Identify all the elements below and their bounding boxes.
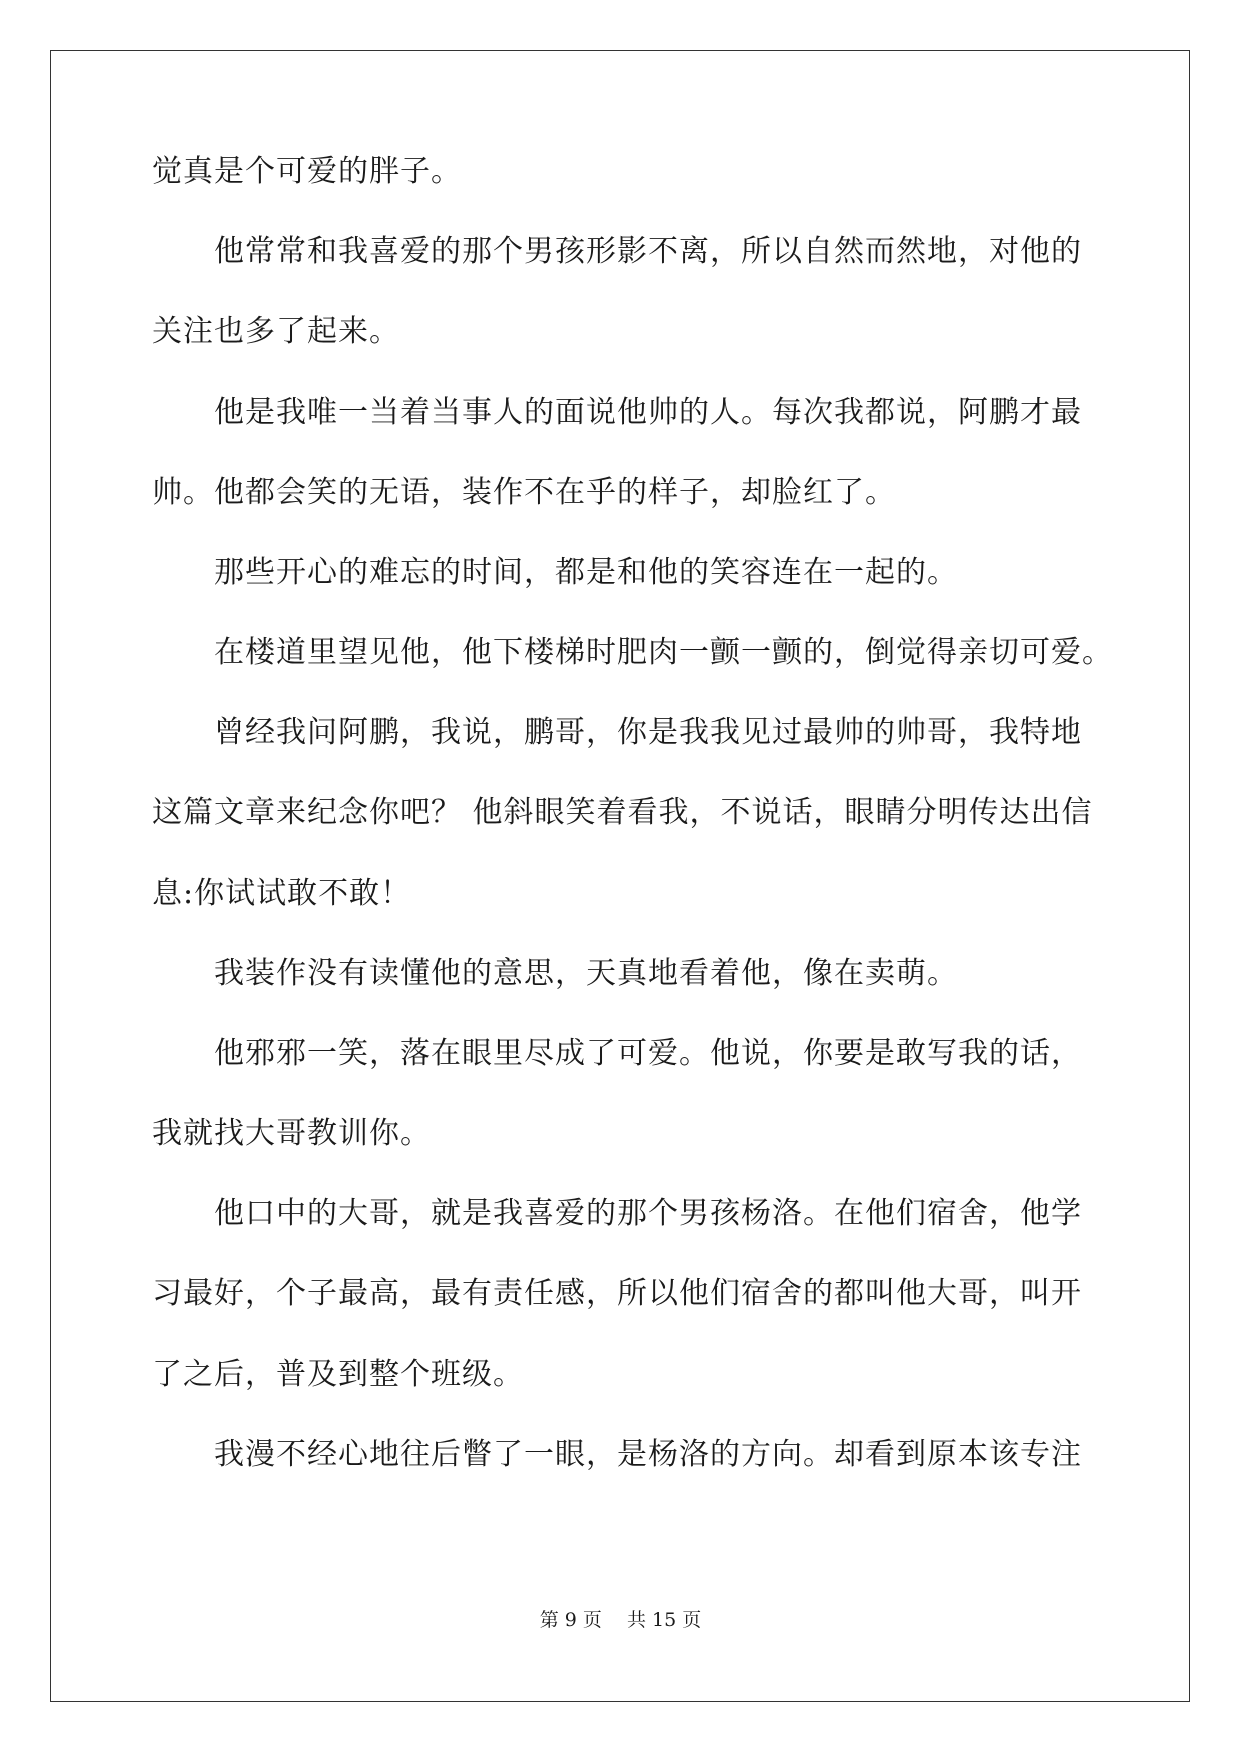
paragraph-start-line: 曾经我问阿鹏，我说，鹏哥，你是我我见过最帅的帅哥，我特地 xyxy=(214,715,1082,750)
text-line: 帅。他都会笑的无语，装作不在乎的样子，却脸红了。 xyxy=(152,475,896,510)
text-line: 这篇文章来纪念你吧？ 他斜眼笑着看我，不说话，眼睛分明传达出信 xyxy=(152,795,1093,830)
text-line: 我就找大哥教训你。 xyxy=(152,1116,431,1151)
paragraph-start-line: 那些开心的难忘的时间，都是和他的笑容连在一起的。 xyxy=(214,555,958,590)
text-line: 息:你试试敢不敢！ xyxy=(152,876,412,911)
text-line: 习最好，个子最高，最有责任感，所以他们宿舍的都叫他大哥，叫开 xyxy=(152,1276,1082,1311)
text-line: 了之后，普及到整个班级。 xyxy=(152,1357,524,1392)
paragraph-start-line: 他常常和我喜爱的那个男孩形影不离，所以自然而然地，对他的 xyxy=(214,234,1082,269)
paragraph-start-line: 我装作没有读懂他的意思，天真地看着他，像在卖萌。 xyxy=(214,956,958,991)
paragraph-start-line: 我漫不经心地往后瞥了一眼，是杨洛的方向。却看到原本该专注 xyxy=(214,1437,1082,1472)
paragraph-start-line: 他口中的大哥，就是我喜爱的那个男孩杨洛。在他们宿舍，他学 xyxy=(214,1196,1082,1231)
text-line: 关注也多了起来。 xyxy=(152,314,400,349)
paragraph-start-line: 在楼道里望见他，他下楼梯时肥肉一颤一颤的，倒觉得亲切可爱。 xyxy=(214,635,1113,670)
page-number-footer: 第 9 页 共 15 页 xyxy=(539,1609,702,1631)
paragraph-start-line: 他是我唯一当着当事人的面说他帅的人。每次我都说，阿鹏才最 xyxy=(214,395,1082,430)
paragraph-start-line: 他邪邪一笑，落在眼里尽成了可爱。他说，你要是敢写我的话， xyxy=(214,1036,1082,1071)
text-line: 觉真是个可爱的胖子。 xyxy=(152,154,462,189)
